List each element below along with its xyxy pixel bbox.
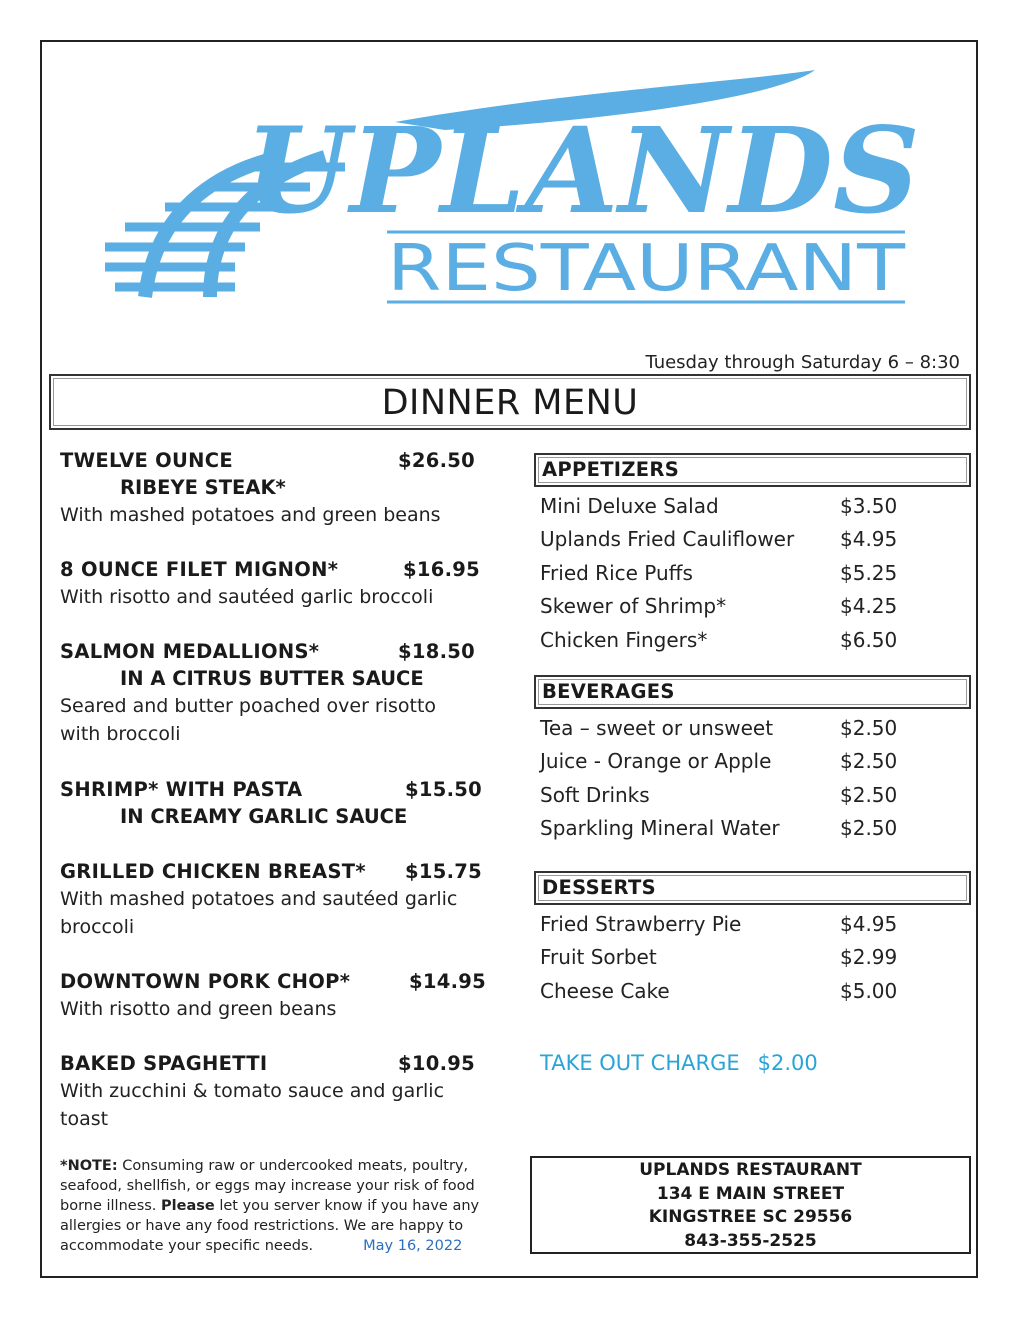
hours-text: Tuesday through Saturday 6 – 8:30 bbox=[645, 352, 960, 373]
takeout-label: TAKE OUT CHARGE bbox=[540, 1051, 740, 1075]
entree-shrimp: SHRIMP* WITH PASTA $15.50 IN CREAMY GARLIC SAUCE bbox=[60, 778, 483, 828]
menu-title: DINNER MENU bbox=[381, 383, 639, 423]
beverages-heading-box bbox=[534, 675, 971, 709]
phone-number: 843-355-2525 bbox=[684, 1230, 817, 1251]
list-item: Fruit Sorbet $2.99 bbox=[540, 945, 898, 970]
list-item: Skewer of Shrimp* $4.25 bbox=[540, 594, 898, 619]
list-item: Uplands Fried Cauliflower $4.95 bbox=[540, 527, 898, 552]
entree-ribeye: TWELVE OUNCE $26.50 RIBEYE STEAK* With mashed potatoes and green beans bbox=[60, 449, 476, 526]
list-item: Fried Strawberry Pie $4.95 bbox=[540, 912, 898, 936]
list-item: Chicken Fingers* $6.50 bbox=[540, 627, 898, 652]
entree-chicken: GRILLED CHICKEN BREAST* $15.75 With mashed potatoes and sautéed garlic broccoli bbox=[60, 860, 483, 938]
appetizers-list bbox=[540, 490, 940, 657]
list-item: Cheese Cake $5.00 bbox=[540, 978, 898, 1003]
appetizers-heading-box bbox=[534, 453, 971, 487]
desserts-heading-box bbox=[534, 871, 971, 905]
list-item: Mini Deluxe Salad $3.50 bbox=[540, 494, 898, 518]
entree-spaghetti: BAKED SPAGHETTI $10.95 With zucchini & tomato sauce and garlic toast bbox=[60, 1052, 476, 1130]
restaurant-name: UPLANDS RESTAURANT bbox=[639, 1160, 862, 1180]
allergy-note: *NOTE: Consuming raw or undercooked meats, poultry, seafood, shellfish, or eggs may increase your risk of food borne illness. Please let you server know if you have any allergies or have any food restrictions. We are happy to accommodate your specific needs. May 16, 2022 bbox=[60, 1158, 480, 1254]
list-item: Soft Drinks $2.50 bbox=[540, 782, 898, 807]
entree-pork-chop: DOWNTOWN PORK CHOP* $14.95 With risotto and green beans bbox=[60, 970, 487, 1020]
uplands-logo bbox=[95, 62, 925, 312]
desserts-heading: DESSERTS bbox=[542, 876, 656, 899]
list-item: Fried Rice Puffs $5.25 bbox=[540, 560, 898, 585]
beverages-heading: BEVERAGES bbox=[542, 680, 675, 703]
street-address: 134 E MAIN STREET bbox=[656, 1183, 845, 1204]
appetizers-heading: APPETIZERS bbox=[542, 458, 680, 481]
entree-salmon: SALMON MEDALLIONS* $18.50 IN A CITRUS BUTTER SAUCE Seared and butter poached over risotto with broccoli bbox=[60, 640, 476, 745]
takeout-amount: $2.00 bbox=[757, 1051, 818, 1075]
entree-filet: 8 OUNCE FILET MIGNON* $16.95 With risotto and sautéed garlic broccoli bbox=[60, 558, 481, 608]
takeout-charge bbox=[540, 1051, 818, 1075]
address-box bbox=[530, 1156, 971, 1254]
logo-word-restaurant: RESTAURANT bbox=[387, 232, 907, 306]
beverages-list bbox=[540, 712, 940, 846]
menu-title-box bbox=[49, 374, 971, 430]
logo-word-uplands: UPLANDS bbox=[245, 101, 920, 240]
desserts-list bbox=[540, 908, 940, 1008]
list-item: Juice - Orange or Apple $2.50 bbox=[540, 749, 898, 774]
city-state-zip: KINGSTREE SC 29556 bbox=[648, 1207, 853, 1227]
list-item: Sparkling Mineral Water $2.50 bbox=[540, 816, 898, 841]
list-item: Tea – sweet or unsweet $2.50 bbox=[540, 716, 898, 740]
menu-date: May 16, 2022 bbox=[363, 1238, 463, 1254]
